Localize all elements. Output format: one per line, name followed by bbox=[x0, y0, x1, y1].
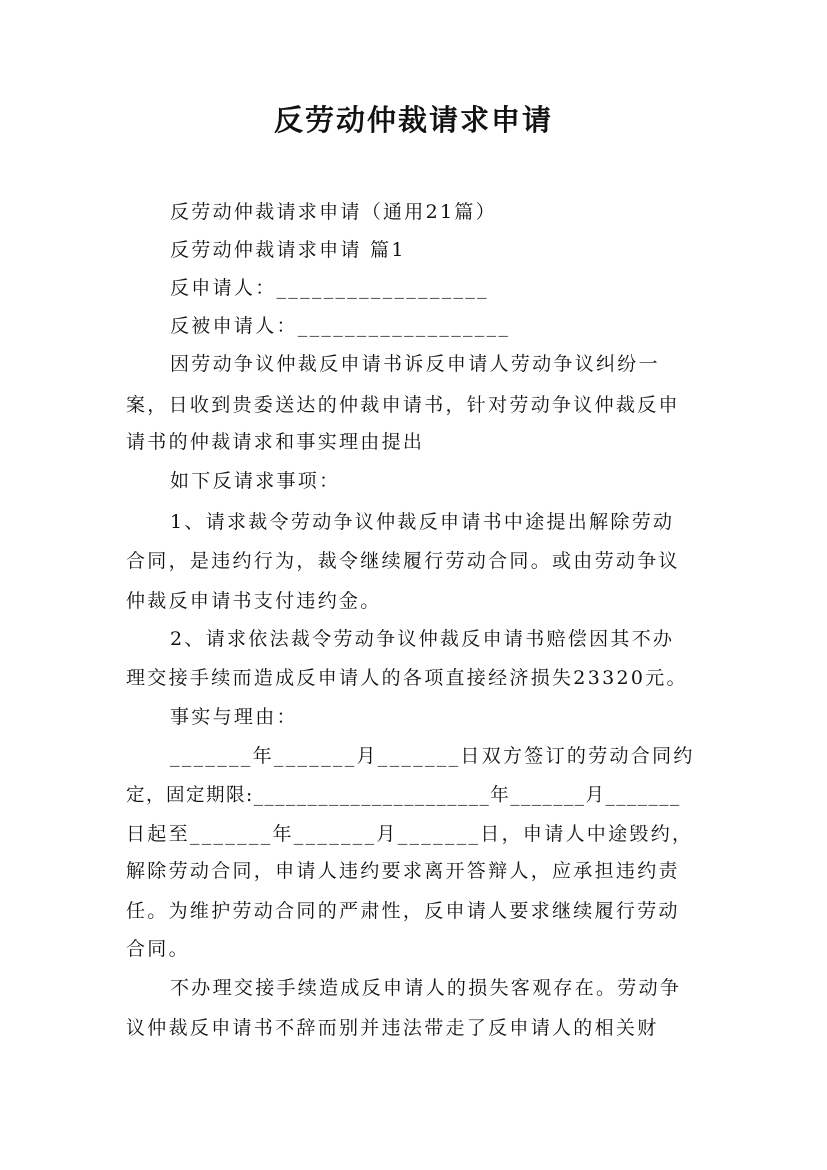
paragraph-line: 日起至_______年_______月_______日，申请人中途毁约， bbox=[126, 823, 694, 845]
paragraph-line: 案，日收到贵委送达的仲裁申请书，针对劳动争议仲裁反申 bbox=[126, 394, 680, 416]
paragraph-line: 事实与理由： bbox=[170, 706, 298, 728]
paragraph-line: 议仲裁反申请书不辞而别并违法带走了反申请人的相关财 bbox=[126, 1017, 659, 1039]
paragraph-line: 任。为维护劳动合同的严肃性，反申请人要求继续履行劳动 bbox=[126, 900, 680, 922]
paragraph-line: 1、请求裁令劳动争议仲裁反申请书中途提出解除劳动 bbox=[170, 511, 675, 533]
counter-respondent-field: 反被申请人：__________________ bbox=[170, 315, 511, 337]
paragraph-line: 如下反请求事项： bbox=[170, 470, 341, 492]
paragraph-line: 因劳动争议仲裁反申请书诉反申请人劳动争议纠纷一 bbox=[170, 353, 660, 375]
paragraph-line: 不办理交接手续造成反申请人的损失客观存在。劳动争 bbox=[170, 977, 682, 999]
paragraph-line: 合同，是违约行为，裁令继续履行劳动合同。或由劳动争议 bbox=[126, 550, 680, 572]
counter-applicant-field: 反申请人：__________________ bbox=[170, 277, 489, 299]
paragraph-line: 2、请求依法裁令劳动争议仲裁反申请书赔偿因其不办 bbox=[170, 628, 675, 650]
paragraph-line: 理交接手续而造成反申请人的各项直接经济损失23320元。 bbox=[126, 667, 688, 689]
paragraph-line: 请书的仲裁请求和事实理由提出 bbox=[126, 431, 425, 453]
paragraph-line: 合同。 bbox=[126, 938, 190, 960]
paragraph-line: _______年_______月_______日双方签订的劳动合同约 bbox=[170, 745, 695, 767]
section-heading: 反劳动仲裁请求申请 篇1 bbox=[170, 239, 406, 261]
paragraph-line: 解除劳动合同，申请人违约要求离开答辩人，应承担违约责 bbox=[126, 860, 680, 882]
paragraph-line: 仲裁反申请书支付违约金。 bbox=[126, 590, 382, 612]
document-title: 反劳动仲裁请求申请 bbox=[273, 103, 553, 137]
paragraph-line: 定，固定期限:______________________年_______月_______ bbox=[126, 785, 681, 806]
subtitle-line: 反劳动仲裁请求申请（通用21篇） bbox=[170, 201, 497, 223]
